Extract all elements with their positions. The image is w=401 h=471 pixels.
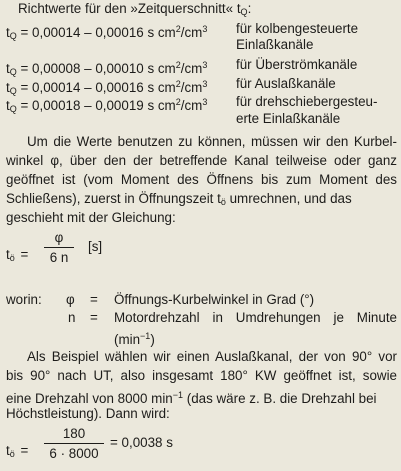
guideline-row-1: $t_Q = 0,00014 - 0,00016$ s $cm^2/cm^3$ (6, 24, 208, 41)
fraction-denominator: 6 · 8000 (49, 446, 99, 461)
guideline-lhs: $t_Q$ (6, 98, 17, 114)
formula1-unit: [s] (88, 239, 103, 254)
where-label: worin: (6, 292, 42, 307)
where-description-cont: $(\min^{-1})$ (114, 331, 155, 347)
paragraph-line: Schließens), zuerst in Öffnungszeit $t_ö$ umrechnen, und das (6, 191, 352, 207)
guideline-lhs: $t_Q$ (6, 25, 17, 41)
where-symbol: n (68, 310, 76, 325)
fraction-bar (44, 443, 104, 444)
guideline-row-2: $t_Q = 0,00008 - 0,00010$ s $cm^2/cm^3$ (6, 60, 208, 77)
guideline-lhs: $t_Q$ (6, 80, 17, 96)
guideline-use-cont: erte Einlaßkanäle (236, 111, 341, 126)
guideline-use: für Auslaßkanäle (236, 76, 336, 91)
where-description: Motordrehzahl in Umdrehungen je Minute (114, 310, 397, 325)
heading-subscript: Q (240, 7, 248, 17)
paragraph-line: geschieht mit der Gleichung: (6, 210, 176, 225)
heading-colon: : (247, 1, 252, 16)
paragraph-line: bis 90° nach UT, also insgesamt 180° KW geöffnet ist, sowie (6, 368, 397, 383)
guideline-range: = 0,00018 – 0,00019 s cm (20, 98, 176, 113)
where-description: Öffnungs-Kurbelwinkel in Grad (°) (114, 292, 315, 307)
guideline-range: = 0,00014 – 0,00016 s cm (20, 25, 176, 40)
paragraph-line: winkel φ, über den der betreffende Kanal teilweise oder ganz (6, 153, 397, 168)
heading-text: Richtwerte für den »Zeitquerschnitt« t (18, 1, 241, 16)
guideline-row-4: $t_Q = 0,00018 - 0,00019$ s $cm^2/cm^3$ (6, 97, 208, 114)
guideline-use: für drehschiebergesteu- (236, 94, 378, 109)
guideline-lhs: $t_Q$ (6, 61, 17, 77)
paragraph-line: Als Beispiel wählen wir einen Auslaßkanal, der von 90° vor (27, 349, 397, 364)
where-equals: = (90, 292, 98, 307)
fraction-denominator: 6 n (49, 250, 69, 265)
guideline-use: für Überströmkanäle (236, 57, 358, 72)
where-equals: = (90, 310, 98, 325)
formula1-lhs: $t_ö$ = (6, 247, 29, 263)
paragraph-line: Höchstleistung). Dann wird: (6, 406, 170, 421)
guideline-row-3: $t_Q = 0,00014 - 0,00016$ s $cm^2/cm^3$ (6, 79, 208, 96)
fraction-bar (44, 247, 74, 248)
guideline-range: = 0,00014 – 0,00016 s cm (20, 80, 176, 95)
paragraph-line: Um die Werte benutzen zu können, müssen wir den Kurbel- (27, 134, 397, 149)
where-symbol: φ (66, 292, 75, 307)
guideline-use-cont: Einlaßkanäle (236, 37, 314, 52)
formula2-lhs: $t_ö$ = (6, 443, 29, 459)
fraction-numerator: φ (54, 230, 64, 245)
guideline-range: = 0,00008 – 0,00010 s cm (20, 61, 176, 76)
section-heading (18, 1, 251, 20)
paragraph-line: geöffnet ist (vom Moment des Öffnens bis zum Moment des (6, 172, 397, 187)
guideline-use: für kolbengesteuerte (236, 21, 359, 36)
fraction-numerator: 180 (62, 426, 86, 441)
paragraph-line: eine Drehzahl von 8000 $\min^{-1} (das$ wäre z. B. die Drehzahl bei (6, 390, 377, 406)
formula2-result: = 0,0038 s (110, 435, 173, 450)
